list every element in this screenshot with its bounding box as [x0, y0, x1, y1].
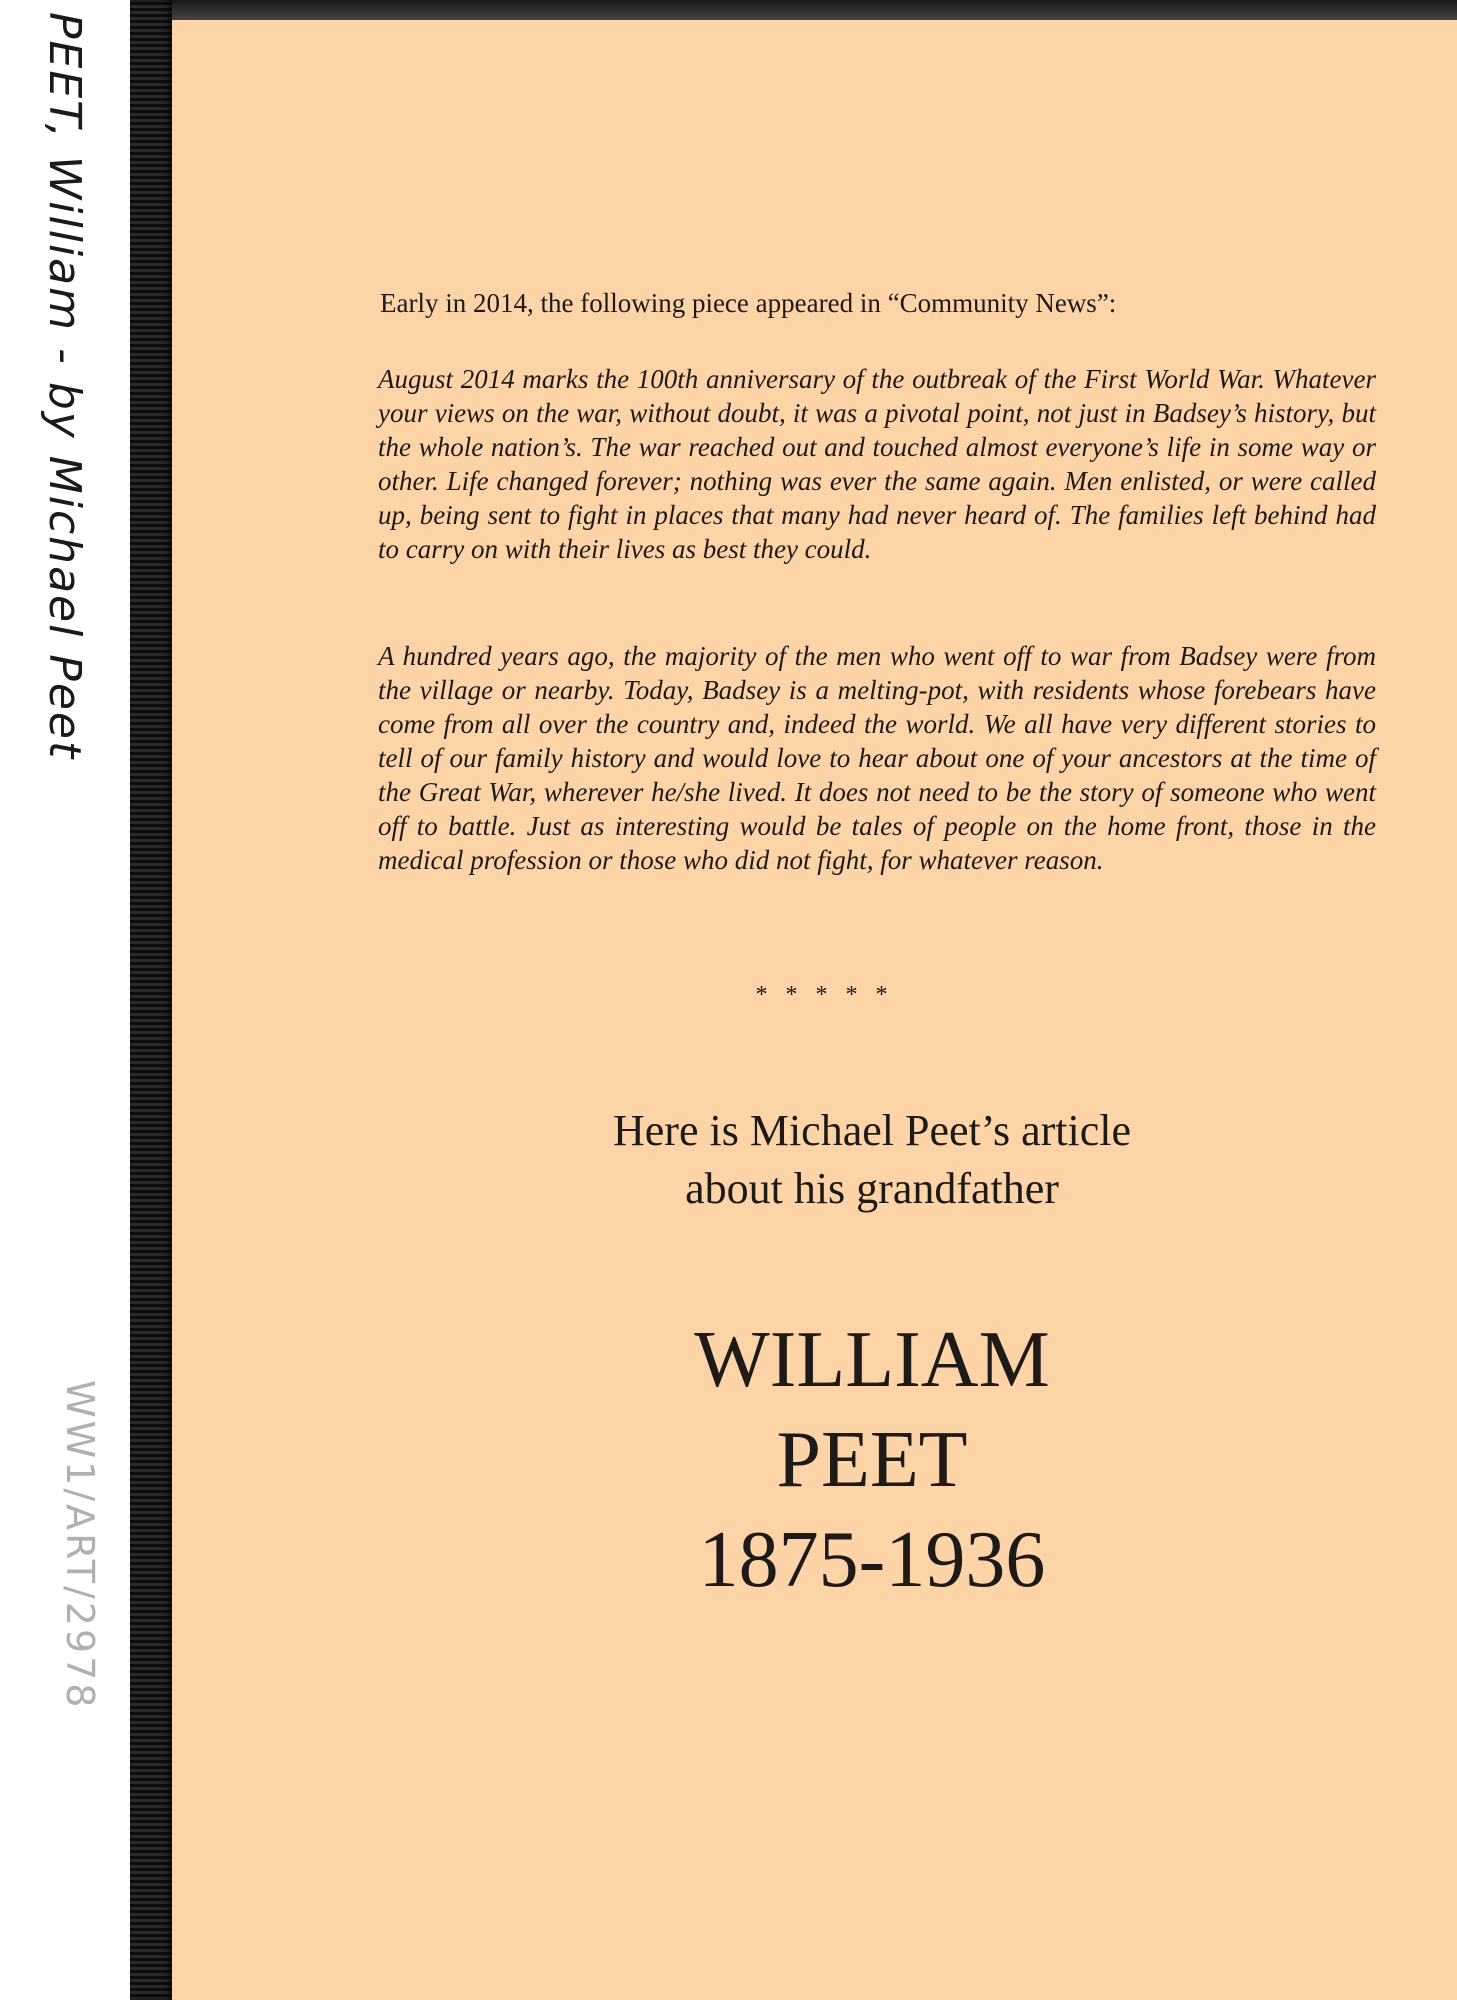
paragraph-ancestors: A hundred years ago, the majority of the men who went off to war from Badsey were from the village or nearby. Today, Badsey is a melting-pot, with residents whose forebears have come from all over the country and, indeed the world. We all have very different stories to tell of our family history and would love to hear about one of your ancestors at the time of the Great War, wherever he/she lived. It does not need to be the story of someone who went off to battle. Just as interesting would be tales of people on the home front, those in the medical profession or those who did not fight, for whatever reason. [378, 641, 1376, 875]
section-separator: * * * * * [755, 982, 894, 1008]
document-page [172, 20, 1457, 2000]
subtitle-line-2: about his grandfather [685, 1164, 1059, 1213]
top-edge [172, 0, 1457, 20]
left-margin-strip [0, 0, 130, 2000]
title-years: 1875-1936 [698, 1516, 1046, 1604]
title-first-name: WILLIAM [694, 1316, 1050, 1404]
article-subtitle [472, 1102, 1272, 1218]
subtitle-line-1: Here is Michael Peet’s article [612, 1106, 1131, 1155]
intro-line: Early in 2014, the following piece appeared in “Community News”: [380, 288, 1117, 318]
handwritten-reference-code: WW1/ART/2978 [58, 1380, 102, 1711]
paragraph-anniversary: August 2014 marks the 100th anniversary of the outbreak of the First World War. Whatever your views on the war, without doubt, it was a pivotal point, not just in Badsey’s history, but the whole nation’s. The war reached out and touched almost everyone’s life in some way or other. Life changed forever; nothing was ever the same again. Men enlisted, or were called up, being sent to fight in places that many had never heard of. The families left behind had to carry on with their lives as best they could. [378, 364, 1376, 564]
article-title [472, 1310, 1272, 1610]
handwritten-name-label: PEET, William - by Michael Peet [39, 12, 90, 761]
title-surname: PEET [776, 1416, 968, 1504]
binder-spine [130, 0, 172, 2000]
